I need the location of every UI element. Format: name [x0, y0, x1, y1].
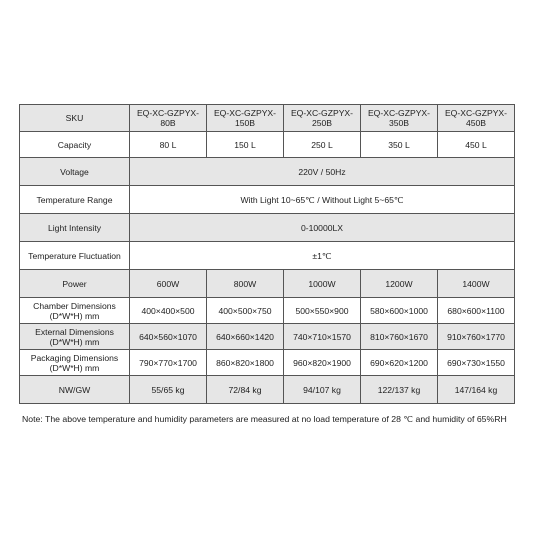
- sku-cell: EQ-XC-GZPYX-350B: [361, 105, 438, 132]
- row-label: Packaging Dimensions (D*W*H) mm: [20, 350, 130, 376]
- table-row-sku: [20, 105, 515, 132]
- row-label: Voltage: [20, 158, 130, 186]
- packaging-dimensions-cell: 690×620×1200: [361, 350, 438, 376]
- table-row-external-dimensions: [20, 324, 515, 350]
- row-label: Light Intensity: [20, 214, 130, 242]
- measurement-note: Note: The above temperature and humidity parameters are measured at no load temperature of 28 ℃ and humidity of 65%RH: [22, 414, 507, 424]
- external-dimensions-cell: 740×710×1570: [284, 324, 361, 350]
- row-label: Capacity: [20, 132, 130, 158]
- row-label: Power: [20, 270, 130, 298]
- sku-cell: EQ-XC-GZPYX-80B: [130, 105, 207, 132]
- chamber-dimensions-cell: 580×600×1000: [361, 298, 438, 324]
- table-row-temperature-range: [20, 186, 515, 214]
- capacity-cell: 350 L: [361, 132, 438, 158]
- temperature-range-cell: With Light 10~65℃ / Without Light 5~65℃: [130, 186, 515, 214]
- chamber-dimensions-cell: 400×500×750: [207, 298, 284, 324]
- table-row-voltage: [20, 158, 515, 186]
- capacity-cell: 250 L: [284, 132, 361, 158]
- table-row-chamber-dimensions: [20, 298, 515, 324]
- power-cell: 1400W: [438, 270, 515, 298]
- external-dimensions-cell: 640×560×1070: [130, 324, 207, 350]
- spec-table-body: [20, 105, 515, 404]
- row-label: External Dimensions (D*W*H) mm: [20, 324, 130, 350]
- sku-cell: EQ-XC-GZPYX-250B: [284, 105, 361, 132]
- power-cell: 1200W: [361, 270, 438, 298]
- spec-table: [19, 104, 515, 404]
- nw-gw-cell: 55/65 kg: [130, 376, 207, 404]
- nw-gw-cell: 94/107 kg: [284, 376, 361, 404]
- table-row-nw-gw: [20, 376, 515, 404]
- temperature-fluctuation-cell: ±1℃: [130, 242, 515, 270]
- row-label: Temperature Range: [20, 186, 130, 214]
- packaging-dimensions-cell: 960×820×1900: [284, 350, 361, 376]
- table-row-light-intensity: [20, 214, 515, 242]
- power-cell: 600W: [130, 270, 207, 298]
- voltage-cell: 220V / 50Hz: [130, 158, 515, 186]
- capacity-cell: 150 L: [207, 132, 284, 158]
- packaging-dimensions-cell: 790×770×1700: [130, 350, 207, 376]
- chamber-dimensions-cell: 400×400×500: [130, 298, 207, 324]
- nw-gw-cell: 147/164 kg: [438, 376, 515, 404]
- nw-gw-cell: 72/84 kg: [207, 376, 284, 404]
- row-label: NW/GW: [20, 376, 130, 404]
- table-row-packaging-dimensions: [20, 350, 515, 376]
- power-cell: 800W: [207, 270, 284, 298]
- external-dimensions-cell: 810×760×1670: [361, 324, 438, 350]
- capacity-cell: 80 L: [130, 132, 207, 158]
- row-label: Chamber Dimensions (D*W*H) mm: [20, 298, 130, 324]
- packaging-dimensions-cell: 690×730×1550: [438, 350, 515, 376]
- external-dimensions-cell: 910×760×1770: [438, 324, 515, 350]
- table-row-capacity: [20, 132, 515, 158]
- light-intensity-cell: 0-10000LX: [130, 214, 515, 242]
- sku-cell: EQ-XC-GZPYX-450B: [438, 105, 515, 132]
- nw-gw-cell: 122/137 kg: [361, 376, 438, 404]
- row-label: SKU: [20, 105, 130, 132]
- power-cell: 1000W: [284, 270, 361, 298]
- table-row-temperature-fluctuation: [20, 242, 515, 270]
- sku-cell: EQ-XC-GZPYX-150B: [207, 105, 284, 132]
- row-label: Temperature Fluctuation: [20, 242, 130, 270]
- chamber-dimensions-cell: 680×600×1100: [438, 298, 515, 324]
- table-row-power: [20, 270, 515, 298]
- capacity-cell: 450 L: [438, 132, 515, 158]
- packaging-dimensions-cell: 860×820×1800: [207, 350, 284, 376]
- external-dimensions-cell: 640×660×1420: [207, 324, 284, 350]
- chamber-dimensions-cell: 500×550×900: [284, 298, 361, 324]
